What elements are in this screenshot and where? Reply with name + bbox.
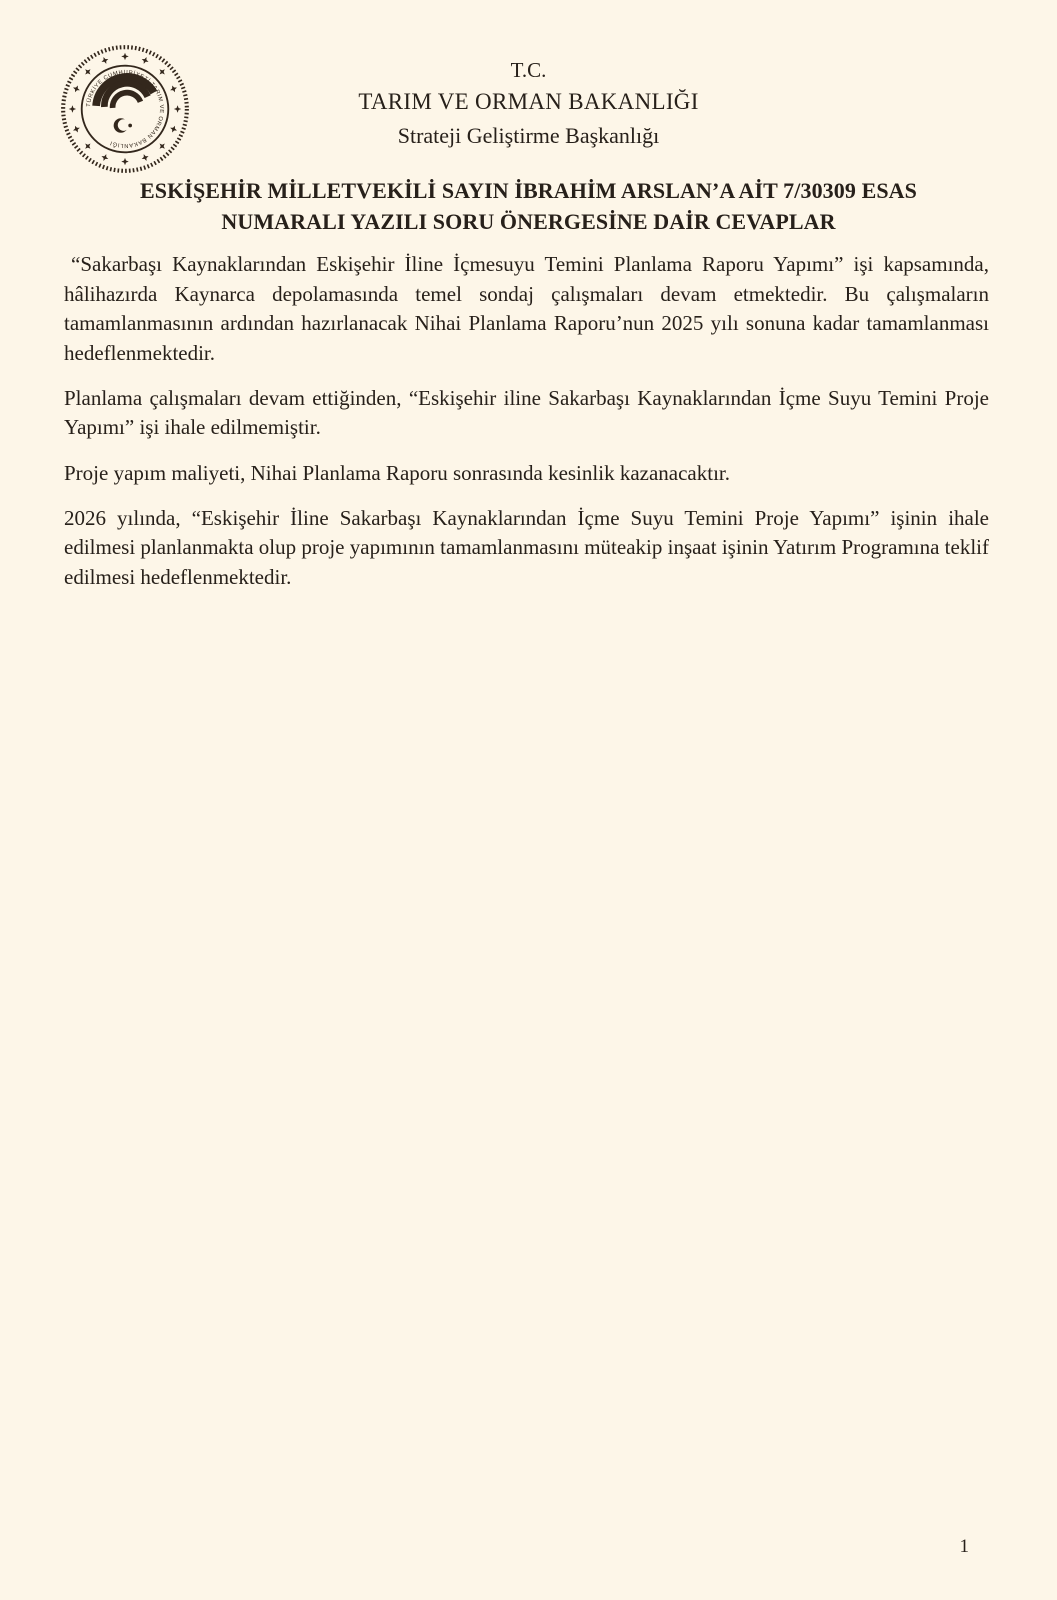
letterhead-tc: T.C. <box>510 58 547 82</box>
letterhead-department: Strateji Geliştirme Başkanlığı <box>397 122 660 148</box>
seal-ring-text: TÜRKİYE CUMHURİYETİ TARIM VE ORMAN BAKANLIĞI <box>85 69 165 149</box>
ministry-seal <box>58 42 192 176</box>
letterhead-ministry: TARIM VE ORMAN BAKANLIĞI <box>358 89 699 115</box>
seal-crescent-icon <box>114 118 132 132</box>
document-title: ESKİŞEHİR MİLLETVEKİLİ SAYIN İBRAHİM ARSLAN’A AİT 7/30309 ESAS NUMARALI YAZILI SORU ÖNERGESİNE DAİR CEVAPLAR <box>139 177 918 235</box>
ministry-seal-icon <box>58 42 192 176</box>
document-body <box>64 250 989 592</box>
body-paragraph: Proje yapım maliyeti, Nihai Planlama Raporu sonrasında kesinlik kazanacaktır. <box>64 460 730 485</box>
page-number: 1 <box>959 1536 969 1557</box>
body-paragraph: Planlama çalışmaları devam ettiğinden, “Eskişehir iline Sakarbaşı Kaynaklarından İçme Suyu Temini Proje Yapımı” işi ihale edilmemiştir. <box>64 385 989 440</box>
seal-emblem-arcs <box>96 77 154 108</box>
seal-stars <box>69 53 182 166</box>
body-paragraph: 2026 yılında, “Eskişehir İline Sakarbaşı Kaynaklarından İçme Suyu Temini Proje Yapımı” işinin ihale edilmesi planlanmakta olup proje yapımının tamamlanmasını müteakip inşaat işinin Yatırım Programına teklif edilmesi hedeflenmektedir. <box>64 506 989 589</box>
body-paragraph: “Sakarbaşı Kaynaklarından Eskişehir İline İçmesuyu Temini Planlama Raporu Yapımı” işi kapsamında, hâlihazırda Kaynarca depolamasında temel sondaj çalışmaları devam etmektedir. Bu çalışmaların tamamlanmasının ardından hazırlanacak Nihai Planlama Raporu’nun 2025 yılı sonuna kadar tamamlanması hedeflenmektedir. <box>64 252 989 365</box>
